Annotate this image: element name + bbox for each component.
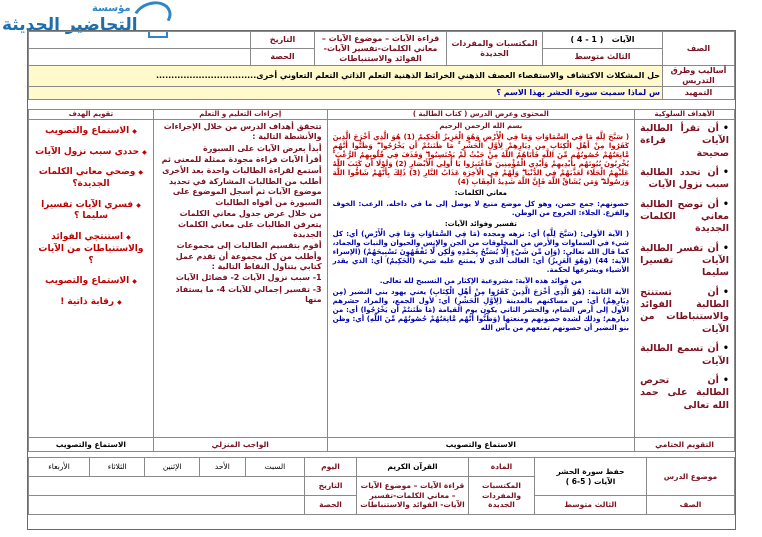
next-vocab-value: قراءة الآيات – موضوع الآيات – معاني الكلمات-تفسير الآيات- الفوائد والاستنباطات xyxy=(357,477,469,515)
day-sunday: الأحد xyxy=(199,458,245,477)
intro-value: س لماذا سميت سورة الحشر بهذا الاسم ؟ xyxy=(29,87,663,100)
benefits-1: من فوائد هذه الآية: مشروعية الإكثار من التسبيح لله تعالى. xyxy=(379,277,582,286)
lesson-plan-page xyxy=(27,30,736,530)
next-vocab-label: المكتسبات والمفردات الجديدة xyxy=(469,477,535,515)
objective-item: • أن تفسر الطالبة الآيات تفسيرا سليما xyxy=(640,243,729,280)
procedure-item: أقرأ الآيات قراءة مجودة ممثلة للمعنى ثم أستمع لقراءة الطالبات واحدة بعد الأخرى xyxy=(161,155,322,175)
tafsir-2: الآية الثانية: (هُوَ الَّذِي أَخْرَجَ الَّذِينَ كَفَرُوا مِنْ أَهْلِ الْكِتَابِ) يعني يهود بني النضير (مِن دِيَارِهِمْ) أي: من مساكنهم بالمدينة (لِأَوَّلِ الْحَشْرِ) أي: لأول الجمع، والمراد حشرهم الأول إلى أرض الشام، والحشر الثاني يكون يوم القيامة (مَا ظَنَنتُمْ أَن يَخْرُجُوا) أي: من ديارهم؛ وذلك لشدة حصونهم ومنعتها (وَظَنُّوا أَنَّهُم مَّانِعَتُهُمْ حُصُونُهُم مِّنَ اللَّهِ) أي: وظن بنو النضير أن حصونهم تمنعهم من بأس الله xyxy=(332,288,630,333)
objective-item: • أن تحرص الطالبة على حمد الله تعالى xyxy=(640,375,729,412)
topic-label: موضوع الدرس xyxy=(647,458,735,496)
day-saturday: السبت xyxy=(245,458,304,477)
evaluation-item: ◆ فسري الآيات تفسيرا سليما ؟ xyxy=(35,200,147,223)
closing-eval-label: التقويم الختامي xyxy=(635,438,735,452)
evaluation-item: ◆ الاستماع والتصويب xyxy=(35,276,147,288)
verses-value: ( 1 - 4 ) xyxy=(570,35,604,44)
procedure-item: تتحقق أهداف الدرس من خلال الإجراءات والأنشطة التالية : xyxy=(163,122,322,142)
topic-value: حفظ سورة الحشر xyxy=(556,467,625,477)
objectives-cell xyxy=(635,120,735,438)
procedure-item: أطلب من الطالبات المشاركة في تحديد موضوع الآيات ثم أسجل الموضوع على السبورة من أفواه الطالبات xyxy=(168,176,322,207)
procedure-item: 1- سبب نزول الآيات 2- فضائل الآيات xyxy=(175,273,322,283)
evaluation-item: ◆ الاستماع والتصويب xyxy=(35,126,147,138)
procedure-item: 3- تفسير إجمالي للآيات 4- ما يستفاد منها xyxy=(175,284,322,305)
intro-label: التمهيد xyxy=(663,87,735,100)
meanings-text: حصونهم: جمع حصن، وهو كل موضع منيع لا يوصل إلى ما في داخله. الرعب: الخوف والفزع. الجلاء: الخروج من الوطن. xyxy=(332,199,630,217)
evaluation-item: ◆ رقابة ذاتية ! xyxy=(35,297,147,309)
objectives-list xyxy=(637,120,732,422)
methods-label: أساليب وطرق التدريس xyxy=(663,66,735,87)
date-label: التاريخ xyxy=(251,32,315,49)
procedure-item: أبدأ بعرض الآيات على السبورة xyxy=(203,143,322,153)
procedure-item: من خلال عرض جدول معاني الكلمات يتعرفن الطالبات على معاني الكلمات الجديدة xyxy=(177,209,322,239)
verses-text: ( سَبَّحَ لِلَّهِ مَا فِي السَّمَاوَاتِ وَمَا فِي الْأَرْضِ وَهُوَ الْعَزِيزُ الْحَكِيمُ (1) هُوَ الَّذِي أَخْرَجَ الَّذِينَ كَفَرُوا مِنْ أَهْلِ الْكِتَابِ مِن دِيَارِهِمْ لِأَوَّلِ الْحَشْرِ ۚ مَا ظَنَنتُمْ أَن يَخْرُجُوا ۖ وَظَنُّوا أَنَّهُم مَّانِعَتُهُمْ حُصُونُهُم مِّنَ اللَّهِ فَأَتَاهُمُ اللَّهُ مِنْ حَيْثُ لَمْ يَحْتَسِبُوا ۖ وَقَذَفَ فِي قُلُوبِهِمُ الرُّعْبَ ۚ يُخْرِبُونَ بُيُوتَهُم بِأَيْدِيهِمْ وَأَيْدِي الْمُؤْمِنِينَ فَاعْتَبِرُوا يَا أُولِي الْأَبْصَارِ (2) وَلَوْلَا أَن كَتَبَ اللَّهُ عَلَيْهِمُ الْجَلَاءَ لَعَذَّبَهُمْ فِي الدُّنْيَا ۖ وَلَهُمْ فِي الْآخِرَةِ عَذَابُ النَّارِ (3) ذَٰلِكَ بِأَنَّهُمْ شَاقُّوا اللَّهَ وَرَسُولَهُ ۖ وَمَن يُشَاقِّ اللَّهَ فَإِنَّ اللَّهَ شَدِيدُ الْعِقَابِ (4) xyxy=(332,132,630,186)
evaluation-item: ◆ حددي سبب نزول الآيات xyxy=(35,147,147,159)
next-grade-label: الصف xyxy=(647,496,735,515)
next-grade-value: الثالث متوسط xyxy=(535,496,647,515)
date-value xyxy=(29,32,251,49)
vocab-label: المكتسبات والمفردات الجديدة xyxy=(447,32,543,66)
next-period-label: الحصة xyxy=(305,496,357,515)
subject-value: القرآن الكريم xyxy=(357,458,469,477)
evaluation-list xyxy=(31,120,151,324)
period-value xyxy=(29,49,251,66)
vocab-value: قراءة الآيات – موضوع الآيات – معاني الكلمات-تفسير الآيات- الفوائد والاستنباطات xyxy=(315,32,447,66)
procedure-item: أقوم بتقسيم الطالبات إلى مجموعات وأطلب من كل مجموعة أن تقدم عمل كتابي يتناول النقاط التالية : xyxy=(175,241,322,272)
basmala: بسم الله الرحمن الرحيم xyxy=(439,122,523,130)
day-monday: الإثنين xyxy=(145,458,200,477)
evaluation-item: ◆ وضحي معاني الكلمات الجديدة؟ xyxy=(35,167,147,190)
homework-label: الواجب المنزلي xyxy=(153,438,327,452)
subject-label: المادة xyxy=(469,458,535,477)
objective-item: • أن تسمع الطالبة الآيات xyxy=(640,343,729,368)
tafsir-title: تفسير وفوائد الآيات: xyxy=(444,219,517,228)
objective-item: • أن تستنتج الطالبة الفوائد والاستنباطات من الآيات xyxy=(640,287,729,336)
evaluation-cell xyxy=(29,120,154,438)
objectives-header: الأهداف السلوكية xyxy=(635,110,735,120)
day-wednesday: الأربعاء xyxy=(29,458,90,477)
next-period-value xyxy=(29,496,305,515)
homework-value: الاستماع والتصويب xyxy=(29,438,154,452)
logo-brand-main: التحاضير الحديثة xyxy=(2,15,138,35)
main-grid xyxy=(28,109,735,452)
evaluation-header: تقويم الهدف xyxy=(29,110,154,120)
verses-label: الآيات xyxy=(611,35,635,44)
period-label: الحصة xyxy=(251,49,315,66)
grade-value: الثالث متوسط xyxy=(543,49,663,66)
methods-value: حل المشكلات الاكتشاف والاستقصاء العصف الذهني الخرائط الذهنية التعلم الذاتي التعلم التعاوني أخرى................................. xyxy=(29,66,663,87)
day-label: اليوم xyxy=(305,458,357,477)
content-body xyxy=(330,120,632,337)
tafsir-1: ( الآية الأولى: (سَبَّحَ لِلَّهِ) أي: نزهه ومجده (مَا فِي السَّمَاوَاتِ وَمَا فِي الْأَرْضِ) أي: كل شيء في السماوات والأرض من المخلوقات من الجن والإنس والحيوان والنبات والجماد، كما قال الله تعالى: (وَإِن مِّن شَيْءٍ إِلَّا يُسَبِّحُ بِحَمْدِهِ وَلَٰكِن لَّا تَفْقَهُونَ تَسْبِيحَهُمْ) (الإسراء الآية: 44) (وَهُوَ الْعَزِيزُ) أي: الغالب الذي لا يمتنع عليه شيء (الْحَكِيمُ) أي: الذي يقدر الأشياء ويشرعها لحكمة. xyxy=(332,230,630,275)
next-date-label: التاريخ xyxy=(305,477,357,496)
content-cell xyxy=(327,120,634,438)
logo-brand-top: مؤسسة xyxy=(92,3,131,14)
verses-cell xyxy=(543,32,663,49)
objective-item: • أن تحدد الطالبة سبب نزول الآيات xyxy=(640,167,729,192)
objective-item: • أن توضح الطالبة معاني الكلمات الجديدة xyxy=(640,199,729,236)
closing-eval-value: الاستماع والتصويب xyxy=(327,438,634,452)
next-lesson-table xyxy=(28,457,735,515)
evaluation-item: ◆ استنتجي الفوائد والاستنباطات من الآيات ؟ xyxy=(35,232,147,267)
procedures-header: إجراءات التعليم و التعلم xyxy=(153,110,327,120)
procedures-body xyxy=(156,120,325,309)
meanings-title: معاني الكلمات: xyxy=(454,188,507,197)
procedures-cell xyxy=(153,120,327,438)
objective-item: • أن تقرأ الطالبة الآيات قراءة صحيحة xyxy=(640,123,729,160)
next-date-value xyxy=(29,477,305,496)
day-tuesday: الثلاثاء xyxy=(90,458,145,477)
class-label: الصف xyxy=(663,32,735,66)
content-header: المحتوى وعرض الدرس ( كتاب الطالبة ) xyxy=(327,110,634,120)
header-table xyxy=(28,31,735,100)
topic-cell xyxy=(535,458,647,496)
next-verses-value: الآيات ( 5-6 ) xyxy=(565,476,616,486)
